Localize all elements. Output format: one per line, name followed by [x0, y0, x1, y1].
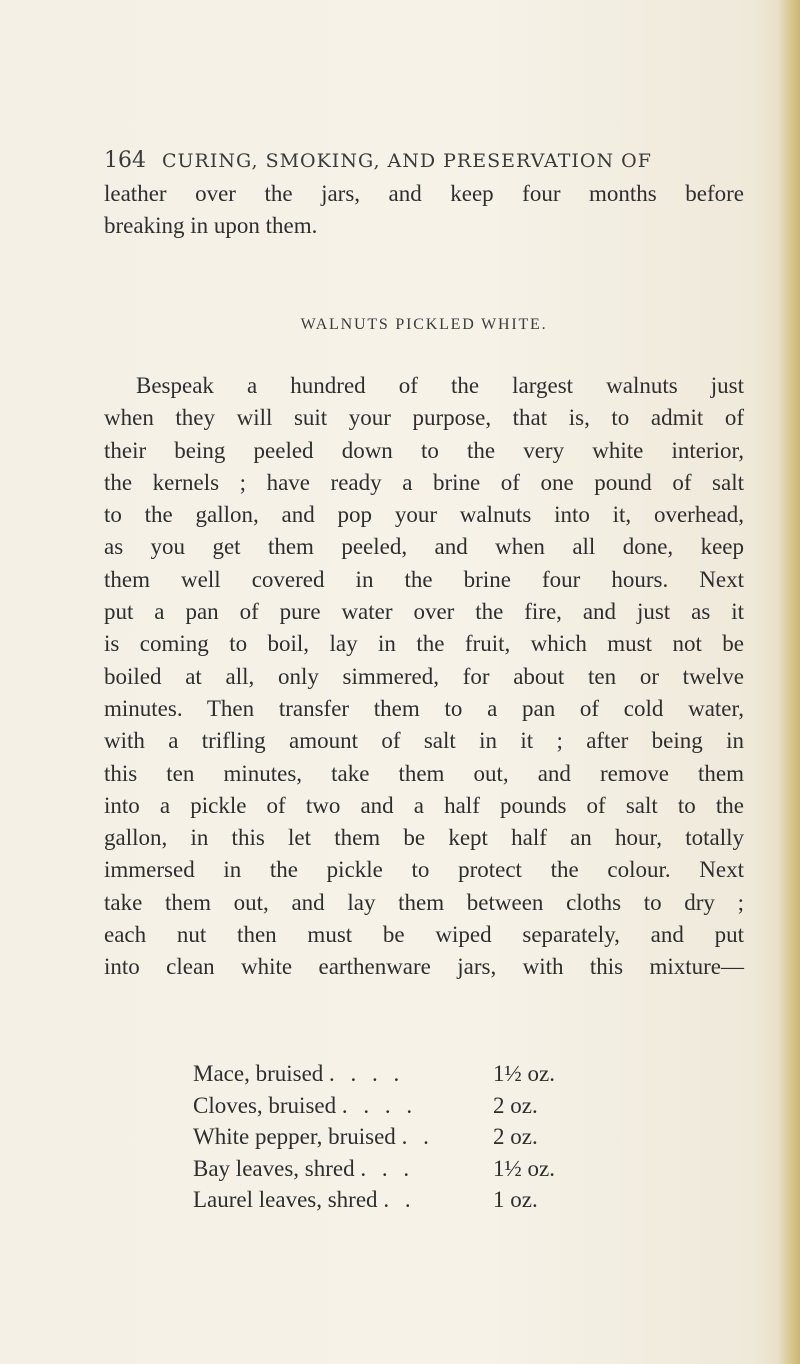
text-line: into clean white earthenware jars, with this mixture— [104, 954, 744, 980]
ingredient-name: Laurel leaves, shred [193, 1187, 378, 1212]
list-item [193, 1090, 555, 1122]
text-line: put a pan of pure water over the fire, and just as it [104, 599, 744, 625]
list-item [193, 1121, 555, 1153]
text-line: Bespeak a hundred of the largest walnuts just [136, 373, 744, 398]
dot-leader: . . . . [329, 1061, 405, 1086]
list-item [193, 1153, 555, 1185]
running-header [104, 148, 744, 173]
ingredient-quantity: 2 oz. [493, 1124, 538, 1149]
dot-leader: . . . . [341, 1092, 418, 1118]
dot-leader: . . . [360, 1155, 415, 1181]
text-line: each nut then must be wiped separately, and put [104, 922, 744, 948]
ingredient-name: White pepper, bruised [193, 1124, 396, 1149]
text-line: leather over the jars, and keep four months before [104, 181, 744, 206]
text-line: immersed in the pickle to protect the colour. Next [104, 857, 744, 883]
text-line: the kernels ; have ready a brine of one pound of salt [104, 469, 744, 495]
text-line: into a pickle of two and a half pounds of salt to the [104, 792, 744, 818]
ingredient-name: Mace, bruised [193, 1061, 324, 1086]
recipe-paragraph [104, 370, 744, 984]
text-line: as you get them peeled, and when all done, keep [104, 534, 744, 560]
dot-leader: . . [401, 1124, 434, 1149]
ingredient-quantity: 1½ oz. [493, 1155, 555, 1181]
text-line: their being peeled down to the very white interior, [104, 437, 744, 463]
text-line: this ten minutes, take them out, and remove them [104, 760, 744, 786]
page-edge-shadow [778, 0, 800, 1364]
text-line: is coming to boil, lay in the fruit, which must not be [104, 631, 744, 657]
ingredient-quantity: 1 oz. [493, 1187, 538, 1212]
ingredient-quantity: 2 oz. [493, 1092, 538, 1118]
page-number: 164 [104, 148, 146, 173]
text-line: to the gallon, and pop your walnuts into it, overhead, [104, 502, 744, 528]
text-line: with a trifling amount of salt in it ; after being in [104, 728, 744, 754]
ingredient-name: Bay leaves, shred [193, 1155, 355, 1181]
dot-leader: . . [383, 1187, 416, 1212]
text-line: take them out, and lay them between cloths to dry ; [104, 889, 744, 915]
text-line: boiled at all, only simmered, for about ten or twelve [104, 663, 744, 689]
text-line: gallon, in this let them be kept half an hour, totally [104, 825, 744, 851]
text-line: when they will suit your purpose, that is, to admit of [104, 405, 744, 431]
running-title: CURING, SMOKING, AND PRESERVATION OF [162, 150, 652, 172]
text-line: breaking in upon them. [104, 213, 318, 239]
list-item [193, 1058, 555, 1090]
mixture-list [193, 1058, 555, 1216]
text-line: them well covered in the brine four hours. Next [104, 566, 744, 592]
ingredient-name: Cloves, bruised [193, 1092, 337, 1118]
ingredient-quantity: 1½ oz. [493, 1061, 555, 1086]
continuation-paragraph [104, 178, 744, 243]
list-item [193, 1184, 555, 1216]
text-line: minutes. Then transfer them to a pan of cold water, [104, 695, 744, 721]
section-heading: WALNUTS PICKLED WHITE. [300, 316, 548, 333]
